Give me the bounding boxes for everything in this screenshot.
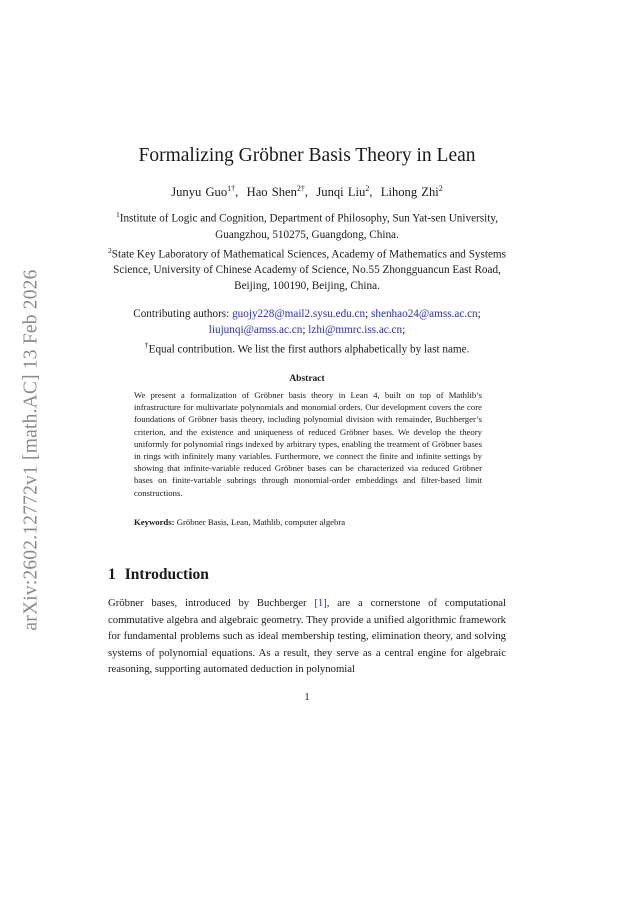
keywords-text: Gröbner Basis, Lean, Mathlib, computer algebra xyxy=(176,517,346,527)
arxiv-id: arXiv:2602.12772v1 [math.AC] 13 Feb 2026 xyxy=(21,269,43,631)
equal-mark: † xyxy=(144,341,149,350)
author-mark: 2 xyxy=(365,184,370,193)
author-list: Junyu Guo$^{1\dagger}$, Hao Shen$^{2\dagger}$, Junqi Liu$^2$, Lihong Zhi$^2$ xyxy=(171,184,443,200)
equal-contribution-note xyxy=(100,338,514,358)
author-mark: 1† xyxy=(227,184,236,193)
author-name: Hao Shen xyxy=(246,185,297,200)
keywords-label: Keywords: xyxy=(134,517,175,527)
contributing-label: Contributing authors: xyxy=(133,308,233,320)
citation-link[interactable]: [1] xyxy=(314,597,327,609)
email-link[interactable]: guojy228@mail2.sysu.edu.cn xyxy=(232,308,366,320)
affiliation-mark: 1 xyxy=(115,210,120,219)
arxiv-stamp xyxy=(8,250,56,650)
intro-text-cont: , are a cornerstone of computational commutative algebra and algebraic geometry. They provide a unified algorithmic framework for fundamental problems such as ideal membership testing, elimination theory, and solving systems of polynomial equations. As a result, they serve as a central engine for algebraic reasoning, supporting automated deduction in polynomial xyxy=(108,597,506,676)
intro-text: Gröbner bases, introduced by Buchberger xyxy=(108,597,315,609)
affiliation-mark: 2 xyxy=(108,245,112,255)
abstract-heading: Abstract xyxy=(289,374,325,384)
contact-line: Contributing authors: guojy228@mail2.sysu.edu.cn; shenhao24@amss.ac.cn; liujunqi@amss.ac.cn; lzhi@mmrc.iss.ac.cn; xyxy=(133,308,481,336)
affiliation-text: State Key Laboratory of Mathematical Sciences, Academy of Mathematics and Systems Science, University of Chinese Academy of Science, No.55 Zhongguancun East Road, Beijing, 100190, Beijing, China. xyxy=(111,248,506,293)
page-number: 1 xyxy=(304,692,310,703)
affiliation xyxy=(100,243,514,295)
author-mark: 2 xyxy=(438,184,443,193)
author-name: Lihong Zhi xyxy=(380,185,439,200)
email-link[interactable]: shenhao24@amss.ac.cn xyxy=(371,308,478,320)
abstract-text: We present a formalization of Gröbner basis theory in Lean 4, built on top of Mathlib’s infrastructure for multivariate polynomials and monomial orders. Our development covers the core foundations of Gröbner basis theory, including polynomial division with remainder, Buchberger’s criterion, and the existence and uniqueness of reduced Gröbner bases. We develop the theory uniformly for polynomial rings indexed by arbitrary types, enabling the treatment of Gröbner bases in rings with infinitely many variables. Furthermore, we connect the finite and infinite settings by showing that infinite-variable reduced Gröbner bases can be characterized via reduced Gröbner bases on finite-variable subrings through monomial-order embeddings and filter-based limit constructions. xyxy=(134,390,482,498)
contributing-authors xyxy=(100,306,514,358)
section-title: Introduction xyxy=(124,566,209,583)
section-heading xyxy=(108,566,209,584)
affiliations xyxy=(100,207,514,294)
affiliation-text: Institute of Logic and Cognition, Department of Philosophy, Sun Yat-sen University, Guangzhou, 510275, Guangdong, China. xyxy=(119,212,499,241)
equal-note-text: Equal contribution. We list the first authors alphabetically by last name. xyxy=(148,343,470,356)
affiliation xyxy=(100,207,514,243)
email-link[interactable]: liujunqi@amss.ac.cn xyxy=(208,324,303,336)
author-name: Junyu Guo xyxy=(171,185,228,200)
author-mark: 2† xyxy=(296,184,305,193)
paper-title: Formalizing Gröbner Basis Theory in Lean xyxy=(138,145,476,166)
section-number: 1 xyxy=(108,566,116,583)
author-name: Junqi Liu xyxy=(316,185,366,200)
intro-paragraph xyxy=(108,595,506,678)
keywords xyxy=(134,517,482,527)
email-link[interactable]: lzhi@mmrc.iss.ac.cn xyxy=(308,324,403,336)
